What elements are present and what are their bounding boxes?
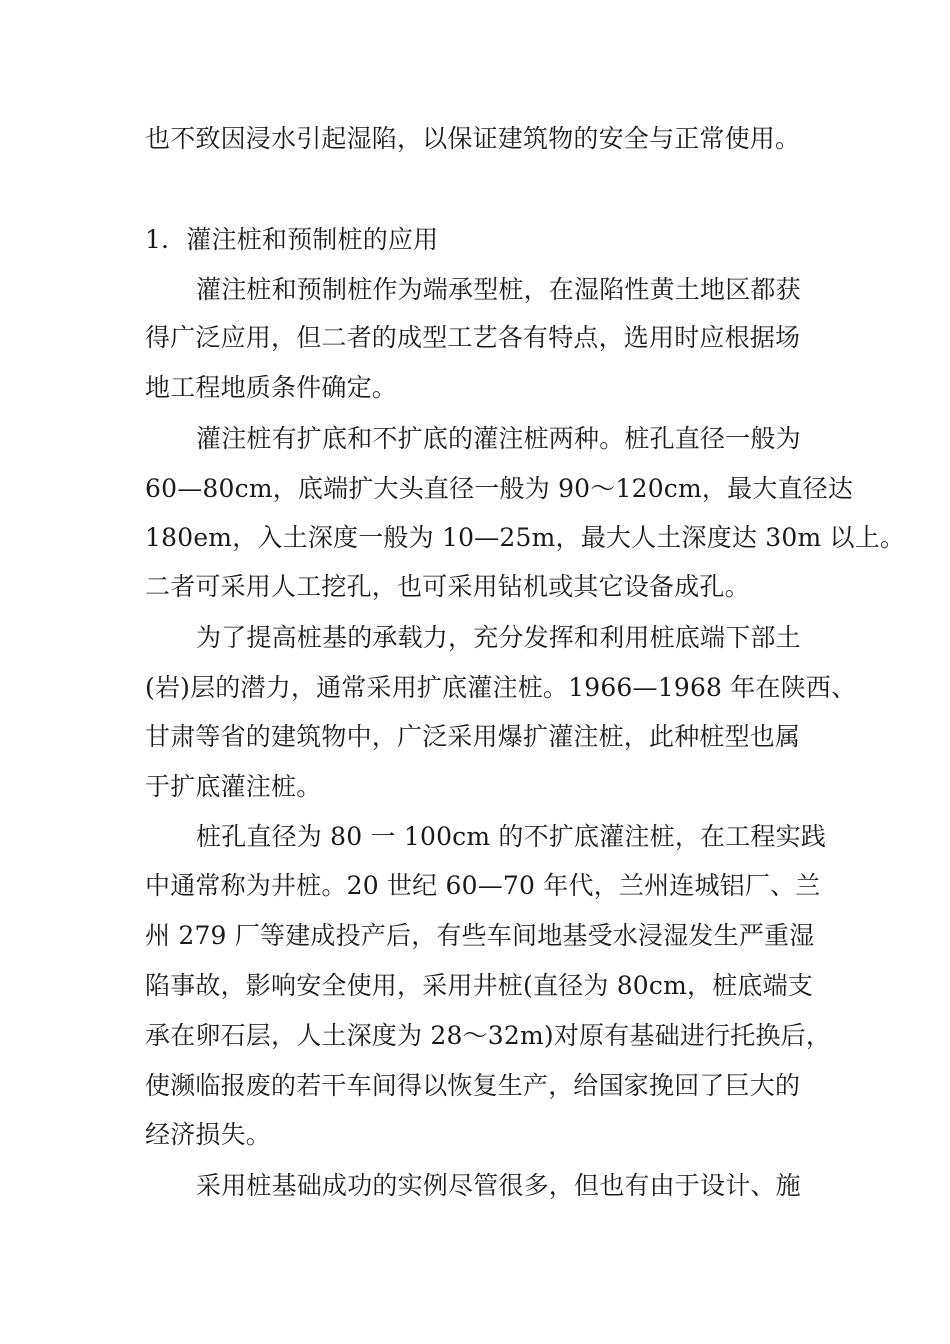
paragraph-3-line-2: (岩)层的潜力，通常采用扩底灌注桩。1966—1968 年在陕西、	[145, 673, 857, 702]
paragraph-3-line-3: 甘肃等省的建筑物中，广泛采用爆扩灌注桩，此种桩型也属	[145, 722, 801, 751]
section-heading: 1．灌注桩和预制桩的应用	[145, 225, 439, 254]
paragraph-1-line-2: 得广泛应用，但二者的成型工艺各有特点，选用时应根据场	[145, 323, 801, 352]
paragraph-4-line-7: 经济损失。	[145, 1120, 272, 1149]
paragraph-3-line-1: 为了提高桩基的承载力，充分发挥和利用桩底端下部土	[196, 623, 801, 652]
paragraph-1-line-3: 地工程地质条件确定。	[145, 373, 398, 402]
paragraph-2-line-4: 二者可采用人工挖孔，也可采用钻机或其它设备成孔。	[145, 572, 750, 601]
paragraph-4-line-4: 陷事故，影响安全使用，采用井桩(直径为 80cm，桩底端支	[145, 971, 814, 1000]
paragraph-4-line-6: 使濒临报废的若干车间得以恢复生产，给国家挽回了巨大的	[145, 1071, 801, 1100]
paragraph-2-line-2: 60—80cm，底端扩大头直径一般为 90～120cm，最大直径达	[145, 474, 854, 503]
paragraph-2-line-3: 180em，入土深度一般为 10—25m，最大人土深度达 30m 以上。	[145, 523, 906, 552]
paragraph-4-line-5: 承在卵石层，人土深度为 28～32m)对原有基础进行托换后，	[145, 1021, 832, 1050]
paragraph-4-line-3: 州 279 厂等建成投产后，有些车间地基受水浸湿发生严重湿	[145, 921, 815, 950]
paragraph-2-line-1: 灌注桩有扩底和不扩底的灌注桩两种。桩孔直径一般为	[196, 424, 801, 453]
continuation-line: 也不致因浸水引起湿陷，以保证建筑物的安全与正常使用。	[145, 124, 801, 153]
paragraph-3-line-4: 于扩底灌注桩。	[145, 772, 322, 801]
paragraph-4-line-1: 桩孔直径为 80 一 100cm 的不扩底灌注桩，在工程实践	[196, 822, 827, 851]
paragraph-5-line-1: 采用桩基础成功的实例尽管很多，但也有由于设计、施	[196, 1171, 801, 1200]
paragraph-1-line-1: 灌注桩和预制桩作为端承型桩，在湿陷性黄土地区都获	[196, 275, 801, 304]
paragraph-4-line-2: 中通常称为井桩。20 世纪 60—70 年代，兰州连城铝厂、兰	[145, 871, 821, 900]
